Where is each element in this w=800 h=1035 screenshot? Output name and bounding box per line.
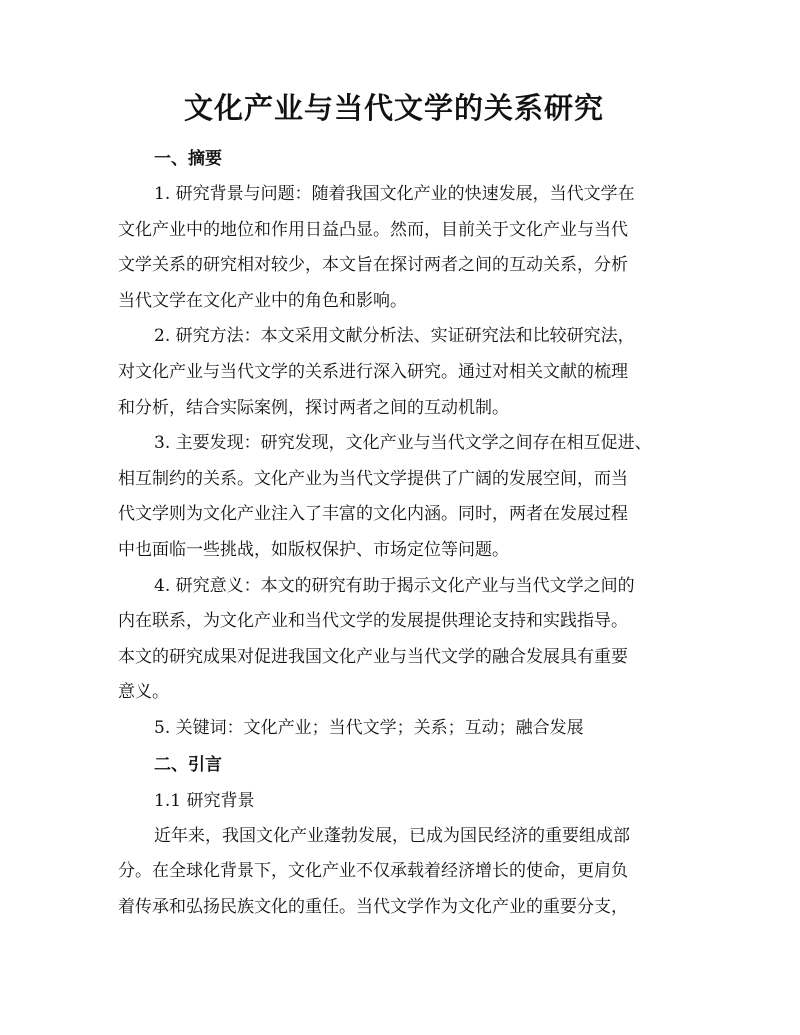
abstract-paragraph-3 <box>118 426 670 568</box>
text-line: 1. 研究背景与问题：随着我国文化产业的快速发展，当代文学在 <box>154 184 635 204</box>
text-line: 近年来，我国文化产业蓬勃发展，已成为国民经济的重要组成部 <box>154 825 630 846</box>
text-line: 代文学则为文化产业注入了丰富的文化内涵。同时，两者在发展过程 <box>118 504 628 525</box>
text-line: 4. 研究意义：本文的研究有助于揭示文化产业与当代文学之间的 <box>154 575 635 596</box>
document-title: 文化产业与当代文学的关系研究 <box>183 91 604 125</box>
intro-subheading: 1.1 研究背景 <box>154 790 255 811</box>
keywords-paragraph <box>118 711 670 747</box>
intro-heading: 二、引言 <box>154 754 222 775</box>
text-line: 和分析，结合实际案例，探讨两者之间的互动机制。 <box>118 397 509 418</box>
text-line: 分。在全球化背景下，文化产业不仅承载着经济增长的使命，更肩负 <box>118 861 628 882</box>
abstract-paragraph-4 <box>118 569 670 711</box>
text-line: 本文的研究成果对促进我国文化产业与当代文学的融合发展具有重要 <box>118 646 628 667</box>
text-line: 3. 主要发现：研究发现，文化产业与当代文学之间存在相互促进、 <box>154 433 652 454</box>
abstract-paragraph-1 <box>118 177 670 319</box>
abstract-heading: 一、摘要 <box>154 149 222 169</box>
intro-paragraph <box>118 819 670 926</box>
abstract-paragraph-2 <box>118 319 670 426</box>
text-line: 2. 研究方法：本文采用文献分析法、实证研究法和比较研究法， <box>154 326 635 347</box>
text-line: 5. 关键词：文化产业；当代文学；关系；互动；融合发展 <box>154 717 584 738</box>
text-line: 文化产业中的地位和作用日益凸显。然而，目前关于文化产业与当代 <box>118 219 628 240</box>
text-line: 内在联系，为文化产业和当代文学的发展提供理论支持和实践指导。 <box>118 611 628 632</box>
text-line: 文学关系的研究相对较少，本文旨在探讨两者之间的互动关系，分析 <box>118 255 628 276</box>
text-line: 中也面临一些挑战，如版权保护、市场定位等问题。 <box>118 539 509 560</box>
text-line: 相互制约的关系。文化产业为当代文学提供了广阔的发展空间，而当 <box>118 468 628 489</box>
text-line: 着传承和弘扬民族文化的重任。当代文学作为文化产业的重要分支， <box>118 896 628 917</box>
text-line: 意义。 <box>118 682 169 703</box>
text-line: 对文化产业与当代文学的关系进行深入研究。通过对相关文献的梳理 <box>118 361 628 382</box>
text-line: 当代文学在文化产业中的角色和影响。 <box>118 290 407 311</box>
